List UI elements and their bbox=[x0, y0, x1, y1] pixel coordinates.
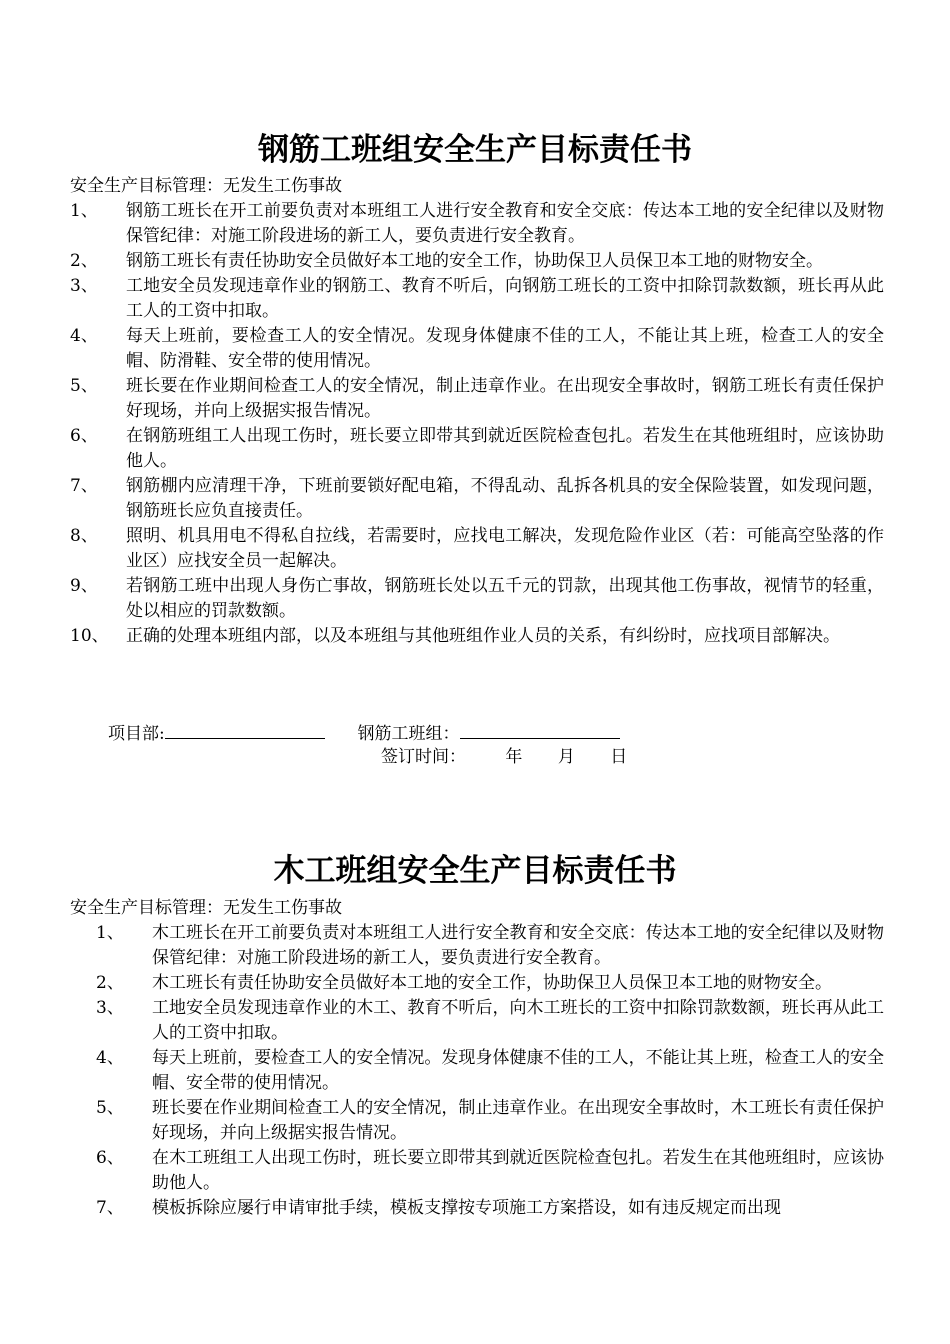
item-text: 在钢筋班组工人出现工伤时，班长要立即带其到就近医院检查包扎。若发生在其他班组时，应该协助他人。 bbox=[126, 426, 884, 471]
date-year-label: 年 bbox=[505, 747, 523, 767]
list-item bbox=[70, 996, 884, 1046]
item-number: 8、 bbox=[70, 526, 98, 546]
item-number: 7、 bbox=[96, 1198, 124, 1218]
item-text: 在木工班组工人出现工伤时，班长要立即带其到就近医院检查包扎。若发生在其他班组时，应该协助他人。 bbox=[152, 1148, 884, 1193]
list-item bbox=[70, 424, 884, 474]
item-text: 工地安全员发现违章作业的木工、教育不听后，向木工班长的工资中扣除罚款数额，班长再从此工人的工资中扣取。 bbox=[152, 998, 884, 1043]
item-text: 每天上班前，要检查工人的安全情况。发现身体健康不佳的工人，不能让其上班，检查工人的安全帽、防滑鞋、安全带的使用情况。 bbox=[126, 326, 884, 371]
list-item bbox=[70, 1046, 884, 1096]
item-text: 每天上班前，要检查工人的安全情况。发现身体健康不佳的工人，不能让其上班，检查工人的安全帽、安全带的使用情况。 bbox=[152, 1048, 884, 1093]
item-text: 木工班长在开工前要负责对本班组工人进行安全教育和安全交底：传达本工地的安全纪律以及财物保管纪律：对施工阶段进场的新工人，要负责进行安全教育。 bbox=[152, 923, 884, 968]
item-number: 4、 bbox=[96, 1048, 124, 1068]
item-number: 7、 bbox=[70, 476, 98, 496]
date-month-label: 月 bbox=[557, 747, 575, 767]
item-number: 6、 bbox=[70, 426, 98, 446]
list-item bbox=[70, 1196, 884, 1221]
list-item bbox=[70, 474, 884, 524]
section2-title: 木工班组安全生产目标责任书 bbox=[273, 853, 677, 889]
section2-goal: 安全生产目标管理：无发生工伤事故 bbox=[70, 898, 342, 918]
signing-date-row bbox=[381, 745, 627, 770]
list-item bbox=[70, 274, 884, 324]
item-text: 班长要在作业期间检查工人的安全情况，制止违章作业。在出现安全事故时，钢筋工班长有责任保护好现场，并向上级据实报告情况。 bbox=[126, 376, 884, 421]
item-number: 1、 bbox=[70, 201, 98, 221]
item-text: 木工班长有责任协助安全员做好本工地的安全工作，协助保卫人员保卫本工地的财物安全。 bbox=[152, 973, 832, 993]
section1-title: 钢筋工班组安全生产目标责任书 bbox=[258, 132, 692, 168]
item-number: 6、 bbox=[96, 1148, 124, 1168]
item-text: 工地安全员发现违章作业的钢筋工、教育不听后，向钢筋工班长的工资中扣除罚款数额，班长再从此工人的工资中扣取。 bbox=[126, 276, 884, 321]
list-item bbox=[70, 574, 884, 624]
list-item bbox=[70, 624, 884, 649]
list-item bbox=[70, 921, 884, 971]
item-text: 若钢筋工班中出现人身伤亡事故，钢筋班长处以五千元的罚款，出现其他工伤事故，视情节的轻重，处以相应的罚款数额。 bbox=[126, 576, 884, 621]
item-text: 钢筋棚内应清理干净，下班前要锁好配电箱，不得乱动、乱拆各机具的安全保险装置，如发现问题，钢筋班长应负直接责任。 bbox=[126, 476, 884, 521]
signing-date-label: 签订时间： bbox=[381, 747, 466, 767]
item-number: 2、 bbox=[96, 973, 124, 993]
section2-item-list bbox=[70, 921, 884, 1221]
item-number: 5、 bbox=[70, 376, 98, 396]
date-day-label: 日 bbox=[610, 747, 628, 767]
project-dept-signature-line[interactable] bbox=[165, 720, 325, 739]
item-text: 照明、机具用电不得私自拉线，若需要时，应找电工解决，发现危险作业区（若：可能高空坠落的作业区）应找安全员一起解决。 bbox=[126, 526, 884, 571]
list-item bbox=[70, 249, 884, 274]
item-number: 9、 bbox=[70, 576, 98, 596]
item-number: 1、 bbox=[96, 923, 124, 943]
item-number: 3、 bbox=[96, 998, 124, 1018]
project-dept-label: 项目部: bbox=[108, 724, 165, 744]
item-number: 10、 bbox=[70, 626, 109, 646]
section1-item-list bbox=[70, 199, 884, 649]
team-signature-line[interactable] bbox=[460, 720, 620, 739]
item-number: 5、 bbox=[96, 1098, 124, 1118]
team-label: 钢筋工班组： bbox=[357, 724, 460, 744]
list-item bbox=[70, 1146, 884, 1196]
list-item bbox=[70, 524, 884, 574]
list-item bbox=[70, 1096, 884, 1146]
item-text: 钢筋工班长在开工前要负责对本班组工人进行安全教育和安全交底：传达本工地的安全纪律以及财物保管纪律：对施工阶段进场的新工人，要负责进行安全教育。 bbox=[126, 201, 884, 246]
item-number: 3、 bbox=[70, 276, 98, 296]
item-text: 钢筋工班长有责任协助安全员做好本工地的安全工作，协助保卫人员保卫本工地的财物安全。 bbox=[126, 251, 823, 271]
list-item bbox=[70, 199, 884, 249]
section1-goal: 安全生产目标管理：无发生工伤事故 bbox=[70, 176, 342, 196]
item-number: 4、 bbox=[70, 326, 98, 346]
item-text: 模板拆除应屡行申请审批手续，模板支撑按专项施工方案搭设，如有违反规定而出现 bbox=[152, 1198, 781, 1218]
item-text: 正确的处理本班组内部，以及本班组与其他班组作业人员的关系，有纠纷时，应找项目部解决。 bbox=[126, 626, 840, 646]
signature-row bbox=[108, 720, 620, 747]
item-number: 2、 bbox=[70, 251, 98, 271]
list-item bbox=[70, 324, 884, 374]
list-item bbox=[70, 374, 884, 424]
list-item bbox=[70, 971, 884, 996]
item-text: 班长要在作业期间检查工人的安全情况，制止违章作业。在出现安全事故时，木工班长有责任保护好现场，并向上级据实报告情况。 bbox=[152, 1098, 884, 1143]
